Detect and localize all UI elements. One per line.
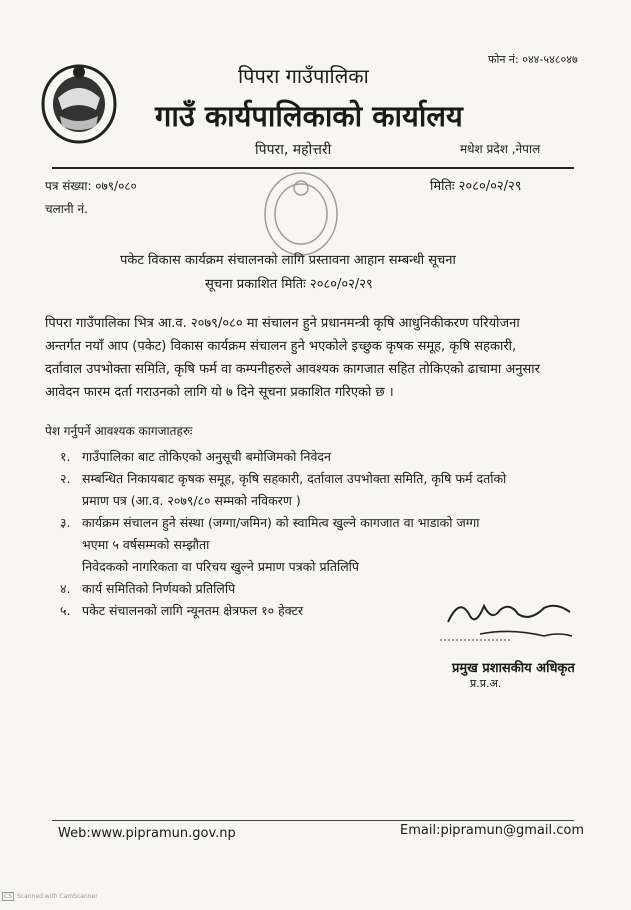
item-number: ५. bbox=[60, 603, 71, 618]
notice-publish-date: सूचना प्रकाशित मितिः २०८०/०२/२९ bbox=[205, 277, 373, 292]
list-item bbox=[60, 512, 590, 534]
item-text: पकेट संचालनको लागि न्यूनतम क्षेत्रफल १० हेक्टर bbox=[82, 603, 304, 618]
chalani-number: चलानी नं. bbox=[45, 202, 88, 216]
notice-body bbox=[45, 312, 585, 404]
list-item bbox=[60, 468, 590, 490]
item-continuation: भएमा ५ वर्षसम्मको सम्झौता bbox=[82, 537, 210, 552]
item-number: २. bbox=[60, 471, 71, 486]
signatory-abbreviation: प्र.प्र.अ. bbox=[470, 677, 502, 690]
letter-ref-number: पत्र संख्या: ०७९/०८० bbox=[45, 179, 137, 193]
item-text: कार्य समितिको निर्णयको प्रतिलिपि bbox=[82, 581, 236, 596]
body-line: दर्तावाल उपभोक्ता समिति, कृषि फर्म वा कम्पनीहरुले आवश्यक कागजात सहित तोकिएको ढाचामा अनुसार bbox=[45, 362, 540, 377]
province: मधेश प्रदेश ,नेपाल bbox=[460, 142, 541, 156]
letter-date: मितिः २०८०/०२/२९ bbox=[430, 179, 522, 194]
item-number: ४. bbox=[60, 581, 71, 596]
body-line: अन्तर्गत नयाँ आप (पकेट) विकास कार्यक्रम संचालन हुने भएकोले इच्छुक कृषक समूह, कृषि सहकारी, bbox=[45, 339, 517, 354]
office-stamp-icon bbox=[262, 170, 340, 258]
list-item bbox=[60, 446, 590, 468]
item-continuation: निवेदकको नागरिकता वा परिचय खुल्ने प्रमाण पत्रको प्रतिलिपि bbox=[82, 559, 360, 574]
item-number: ३. bbox=[60, 515, 71, 530]
footer-divider bbox=[52, 820, 574, 821]
office-location: पिपरा, महोत्तरी bbox=[255, 142, 332, 158]
phone-number: फोन नं: ०४४-५४८०४७ bbox=[488, 53, 578, 66]
item-text: सम्बन्धित निकायबाट कृषक समूह, कृषि सहकारी, दर्तावाल उपभोक्ता समिति, कृषि फर्म दर्ताको bbox=[82, 471, 507, 486]
nepal-emblem-icon bbox=[40, 60, 118, 144]
website: Web:www.pipramun.gov.np bbox=[58, 826, 236, 841]
item-number: १. bbox=[60, 449, 71, 464]
notice-subject: पकेट विकास कार्यक्रम संचालनको लागि प्रस्तावना आहान सम्बन्धी सूचना bbox=[120, 253, 456, 268]
office-title: गाउँ कार्यपालिकाको कार्यालय bbox=[155, 99, 463, 133]
email-address: Email:pipramun@gmail.com bbox=[400, 823, 585, 838]
scanner-watermark bbox=[2, 892, 98, 901]
header-divider bbox=[52, 167, 574, 169]
signatory-title: प्रमुख प्रशासकीय अधिकृत bbox=[452, 661, 575, 676]
item-continuation: प्रमाण पत्र (आ.व. २०७९/८० सम्मको नविकरण ) bbox=[82, 493, 301, 508]
documents-heading: पेश गर्नुपर्ने आवश्यक कागजातहरुः bbox=[45, 424, 193, 438]
handwritten-signature-icon bbox=[440, 592, 580, 642]
body-line: आवेदन फारम दर्ता गराउनको लागि यो ७ दिने सूचना प्रकाशित गरिएको छ । bbox=[45, 385, 394, 400]
scanner-text: Scanned with CamScanner bbox=[17, 893, 98, 900]
item-text: गाउँपालिका बाट तोकिएको अनुसूची बमोजिमको निवेदन bbox=[82, 449, 331, 464]
item-text: कार्यक्रम संचालन हुने संस्था (जग्गा/जमिन) को स्वामित्व खुल्ने कागजात वा भाडाको जग्गा bbox=[82, 515, 480, 530]
municipality-name: पिपरा गाउँपालिका bbox=[238, 64, 369, 88]
camscanner-logo-icon: CS bbox=[4, 893, 12, 900]
body-line: पिपरा गाउँपालिका भित्र आ.व. २०७९/०८० मा संचालन हुने प्रधानमन्त्री कृषि आधुनिकीकरण परियोजना bbox=[45, 316, 520, 331]
